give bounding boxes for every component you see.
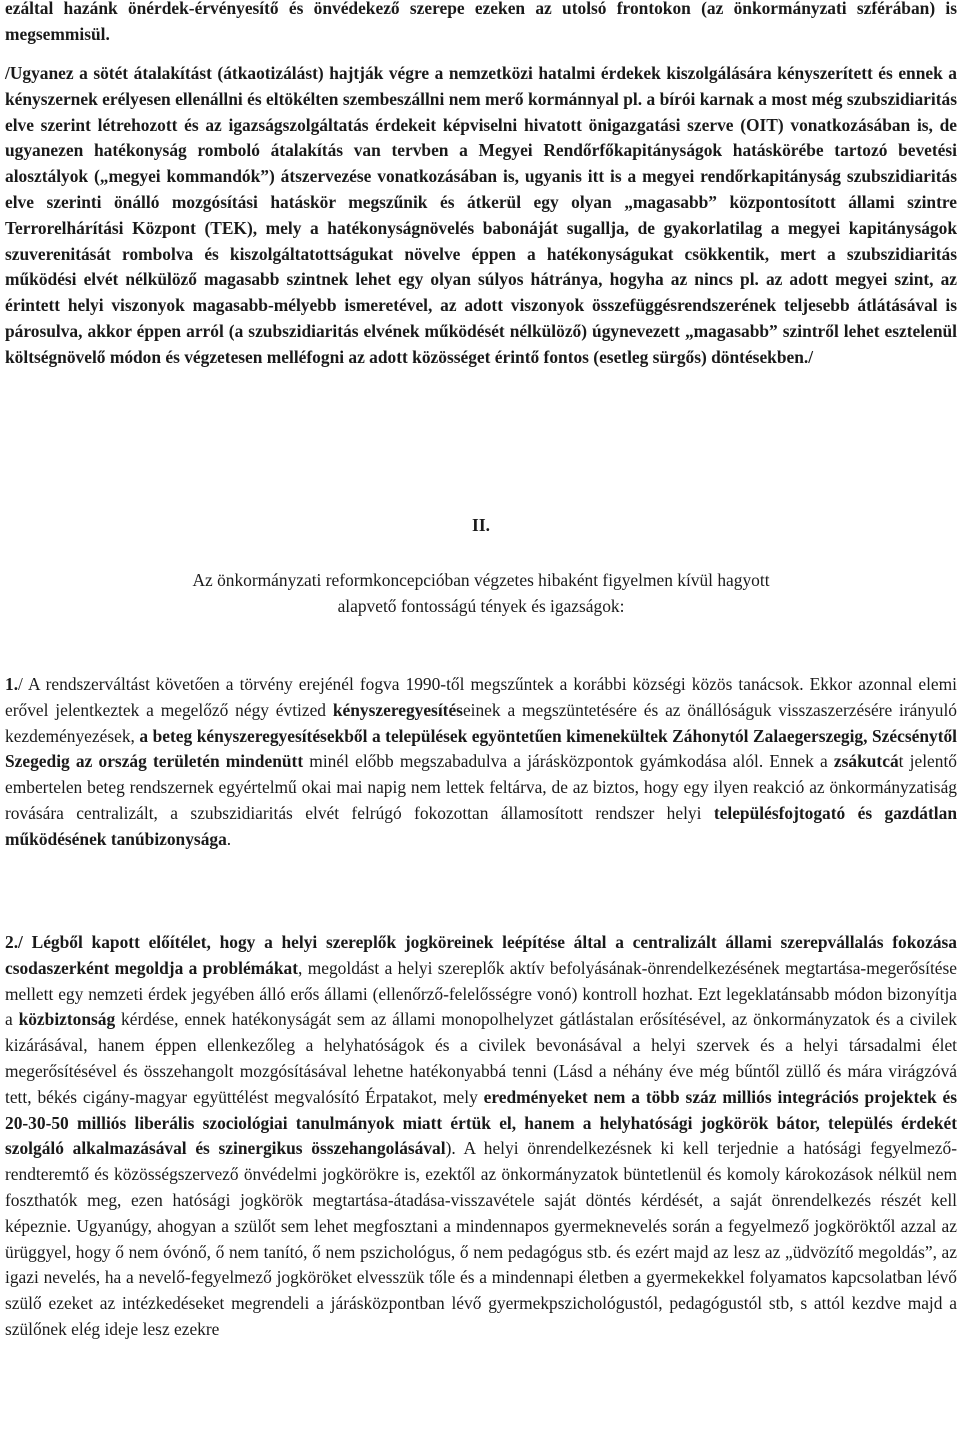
section-subtitle (5, 568, 957, 620)
point-1-bold-3: zsákutcá (833, 751, 899, 772)
point-1-paragraph (5, 672, 957, 853)
point-2-text-1: , megoldást a helyi szereplők aktív befolyásának-önrendelkezésének megtartása-megerősítése mellett egy nemzeti érdek jegyében álló erős állami (ellenőrző-felelősségre vonó) kontroll hozhat. Ezt legeklatánsabb módon bizonyítja a (5, 957, 957, 1030)
point-2-text-3: ). A helyi önrendelkezésnek ki kell terjednie a hatósági fegyelmező-rendteremtő és közösségszervező önvédelmi jogkörökre is, ezektől az önkormányzatok büntetlenül és komoly károkozások nélkül nem foszthatók meg, ezen hatósági jogkörök megtartása-átadása-visszavétele saját döntés kérdését, a saját önrendelkezés részét kell képeznie. Ugyanúgy, ahogyan a szülőt sem lehet megfosztani a mindennapos gyermeknevelés során a fegyelmező jogköröktől azzal az ürüggyel, hogy ő nem óvónő, ő nem tanító, ő nem pszichológus, ő nem pedagógus stb. és ezért majd az lesz az „üdvözítő megoldás”, az igazi nevelés, ha a nevelő-fegyelmező jogköröket elvesszük tőle és a mindennapi életben a gyermekekkel folyamatos kapcsolatban lévő szülő ezeket az intézkedéseket megrendeli a járásközpontban lévő gyermekpszichológustól, pedagógustól stb, s attól kezdve majd a szülőnek elég ideje lesz ezekre (5, 1138, 957, 1339)
point-1-bold-1: kényszeregyesítés (332, 699, 463, 720)
intro-paragraph (5, 0, 957, 48)
point-2-text-2: kérdése, ennek hatékonyságát sem az állami monopolhelyzet gátlástalan erősítésével, az önkormányzatok és a civilek kizárásával, hanem éppen ellenkezőleg a helyhatóságok és a civilek bevonásával a helyi szervek és a helyi társadalmi élet megerősítésével és összehangolt mozgósításával lehetne hatékonyabbá tenni (Lásd a néhány éve még bűntől züllő és mára virágzóvá tett, békés cigány-magyar együttélést megvalósító Érpatakot, mely (5, 1009, 957, 1107)
point-2-paragraph (5, 930, 957, 1343)
point-1-bold-4: településfojtogató és gazdátlan működésének tanúbizonysága (5, 802, 957, 849)
point-2-bold-3: eredményeket nem a több száz milliós integrációs projektek és 20-30-50 milliós liberális szociológiai tanulmányok miatt értük el, hanem a helyhatósági jogkörök bátor, település érdekét szolgáló alkalmazásával és szinergikus összehangolásával (5, 1086, 957, 1159)
intro-text: ezáltal hazánk önérdek-érvényesítő és önvédekező szerepe ezeken az utolsó frontokon (az önkormányzati szférában) is megsemmisül. (5, 0, 957, 44)
point-1-text-5: . (226, 828, 232, 849)
point-1-text-2: einek a megszüntetésére és az önállóságuk visszaszerzésére irányuló kezdeményezések, (5, 699, 957, 746)
point-1-bold-2: a beteg kényszeregyesítésekből a települések egyöntetűen kimenekültek Záhonytól Zalaegerszegig, Szécsénytől Szegedig az ország területén mindenütt (5, 725, 958, 772)
point-1-text-1: / A rendszerváltást követően a törvény erejénél fogva 1990-től megszűntek a korábbi községi közös tanácsok. Ekkor azonnal elemi erővel jelentkeztek a megelőző négy évtized (5, 674, 957, 720)
point-1-number: 1. (5, 674, 19, 694)
section-heading: II. (472, 515, 490, 535)
section-subtitle-line-1: Az önkormányzati reformkoncepcióban végzetes hibaként figyelmen kívül hagyott (192, 570, 770, 590)
ugyanez-text: /Ugyanez a sötét átalakítást (átkaotizálást) hajtják végre a nemzetközi hatalmi érdekek kiszolgálására kényszerített és ennek a kényszernek erélyesen ellenállni és eltökélten szembeszállni nem merő kormánnyal pl. a bírói karnak a most még szubszidiaritás elve szerint létrehozott és az igazságszolgáltatás érdekeit képviselni hivatott önigazgatási szerve (OIT) vonatkozásában is, de ugyanezen hatékonyság romboló átalakítás van tervben a Megyei Rendőrfőkapitányságok hatáskörébe tartozó bevetési alosztályok („megyei kommandók”) átszervezése vonatkozásában is, ugyanis itt is a megyei rendőrkapitányság szubszidiaritás elve szerinti önálló mozgósítási hatáskör megszűnik és átkerül egy olyan „magasabb” központosított állami szintre Terrorelhárítási Központ (TEK), mely a hatékonyságnövelés babonáját sugallja, de gyakorlatilag a megyei kapitányságok szuverenitását rombolva és kiszolgáltatottságukat növelve éppen a hatékonyságukat csökkentik, mert a szubszidiaritás működési elvét nélkülöző magasabb szintnek lehet egy olyan súlyos hátránya, hogyha az nincs pl. az adott megyei szint, az érintett helyi viszonyok magasabb-mélyebb ismeretével, az adott viszonyok összefüggésrendszerének teljesebb átlátásával is párosulva, akkor éppen arról (a szubszidiaritás elvének működését nélkülöző) úgynevezett „magasabb” szintről lehet esztelenül költségnövelő módon és végzetesen melléfogni az adott közösséget érintő fontos (esetleg sürgős) döntésekben./ (5, 63, 957, 367)
point-1-text-3: minél előbb megszabadulva a járásközpontok gyámkodása alól. Ennek a (303, 751, 834, 772)
point-2-number: 2. (5, 932, 19, 952)
ugyanez-paragraph (5, 61, 957, 371)
point-2-bold-2: közbiztonság (18, 1009, 116, 1030)
section-subtitle-line-2: alapvető fontosságú tények és igazságok: (337, 595, 625, 616)
point-1-text-4: t jelentő embertelen beteg rendszernek egyértelmű okai mai napig nem lettek feltárva, de az biztos, hogy egy ilyen reakció az önkormányzatiság rovására centralizált, a szubszidiaritás elvét felrúgó fokozottan államosított rendszer helyi (5, 751, 957, 823)
point-2-bold-1: / Légből kapott előítélet, hogy a helyi szereplők jogköreinek leépítése által a centralizált állami szerepvállalás fokozása csodaszerként megoldja a problémákat (5, 932, 957, 978)
